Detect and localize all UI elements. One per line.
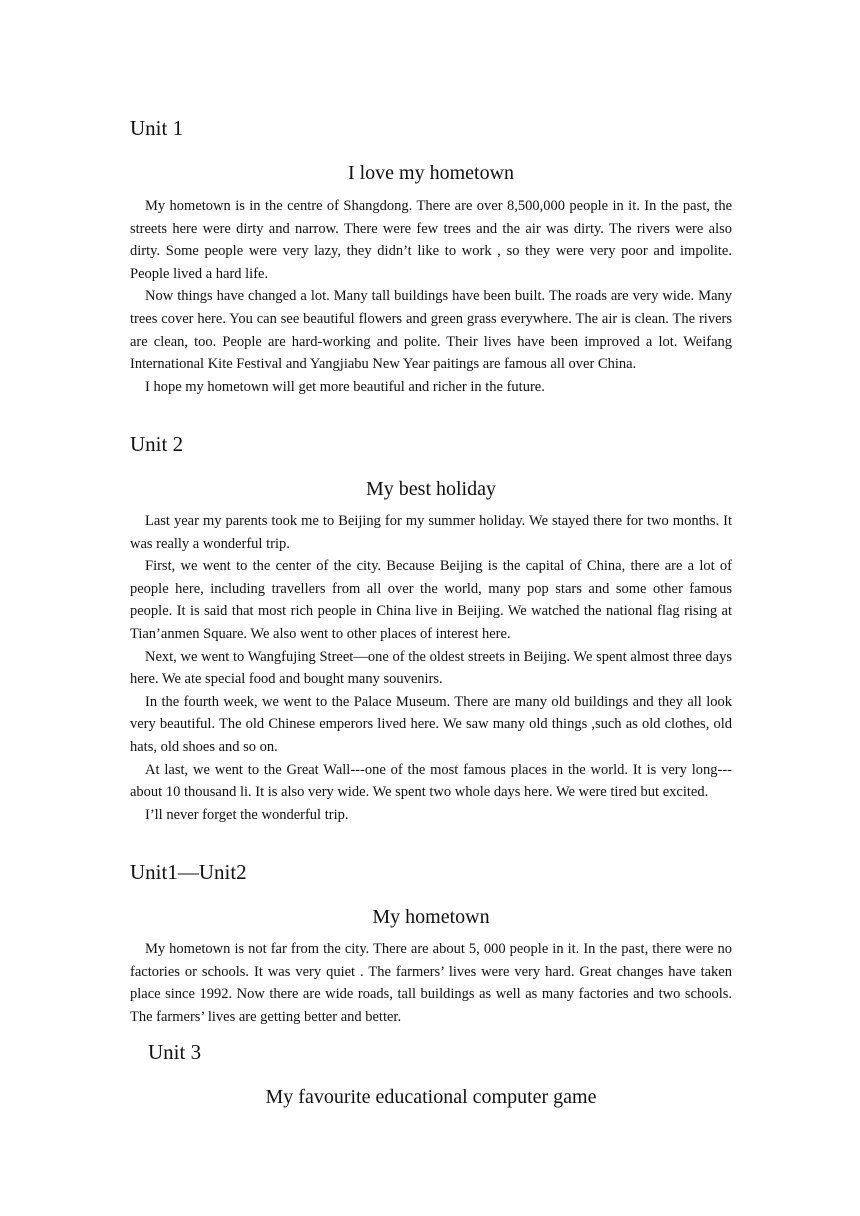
paragraph: Now things have changed a lot. Many tall buildings have been built. The roads are very wide. Many trees cover here. You can see beautiful flowers and green grass everywhere. The air is clean. The rivers are clean, too. People are hard-working and polite. Their lives have been improved a lot. Weifang International Kite Festival and Yangjiabu New Year paitings are famous all over China.: [130, 288, 732, 373]
paragraph: At last, we went to the Great Wall---one of the most famous places in the world. It is very long---about 10 thousand li. It is also very wide. We spent two whole days here. We were tired but excited.: [130, 761, 732, 801]
unit-heading: Unit 2: [130, 432, 184, 456]
paragraph: First, we went to the center of the city. Because Beijing is the capital of China, there are a lot of people here, including travellers from all over the world, many pop stars and some other famous people. It is said that most rich people in China live in Beijing. We watched the national flag rising at Tian’anmen Square. We also went to other places of interest here.: [130, 558, 732, 642]
unit-heading: Unit 1: [130, 116, 184, 140]
paragraph: My hometown is in the centre of Shangdong. There are over 8,500,000 people in it. In the past, the streets here were dirty and narrow. There were few trees and the air was dirty. The rivers were also dirty. Some people were very lazy, they didn’t like to work , so they were very poor and impolite. People lived a hard life.: [130, 198, 732, 282]
essay-title: My favourite educational computer game: [265, 1086, 597, 1108]
essay-body: [130, 195, 732, 398]
paragraph: I hope my hometown will get more beautiful and richer in the future.: [145, 378, 545, 395]
essay-title: I love my hometown: [347, 162, 515, 184]
paragraph: My hometown is not far from the city. There are about 5, 000 people in it. In the past, there were no factories or schools. It was very quiet . The farmers’ lives were very hard. Great changes have taken place since 1992. Now there are wide roads, tall buildings as well as many factories and two schools. The farmers’ lives are getting better and better.: [130, 941, 732, 1025]
paragraph: I’ll never forget the wonderful trip.: [145, 806, 349, 823]
paragraph: In the fourth week, we went to the Palace Museum. There are many old buildings and they all look very beautiful. The old Chinese emperors lived here. We saw many old things ,such as old clothes, old hats, old shoes and so on.: [130, 693, 732, 755]
paragraph: Next, we went to Wangfujing Street—one of the oldest streets in Beijing. We spent almost three days here. We ate special food and bought many souvenirs.: [130, 648, 732, 688]
essay-body: [130, 938, 732, 1028]
unit-heading: Unit1—Unit2: [130, 860, 247, 884]
essay-title: My best holiday: [366, 478, 496, 500]
essay-title: My hometown: [372, 906, 490, 928]
unit-heading: Unit 3: [148, 1040, 202, 1064]
essay-body: [130, 510, 732, 826]
paragraph: Last year my parents took me to Beijing for my summer holiday. We stayed there for two months. It was really a wonderful trip.: [130, 513, 732, 552]
